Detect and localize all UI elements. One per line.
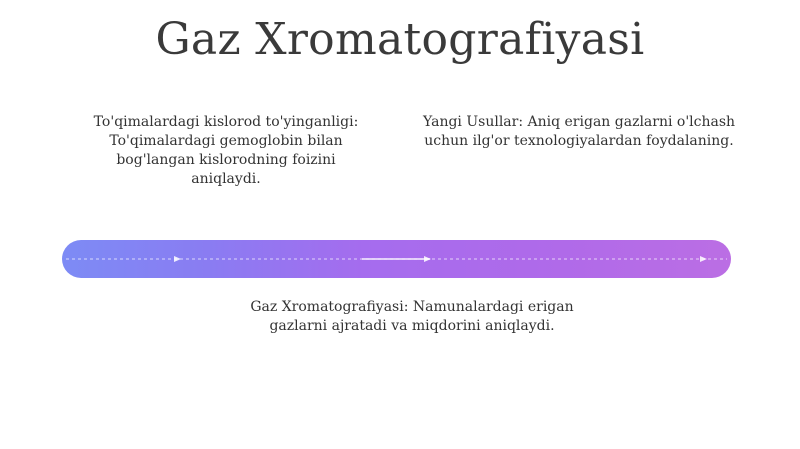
note-line: uchun ilg'or texnologiyalardan foydalaning. [424,133,734,149]
timeline-bar [62,240,731,278]
arrow-icon [424,256,431,262]
note-line: gazlarni ajratadi va miqdorini aniqlaydi. [269,318,555,334]
timeline-flow-lines [62,240,731,278]
slide-title: Gaz Xromatografiyasi [155,14,645,65]
note-line: To'qimalardagi kislorod to'yinganligi: [93,114,359,130]
note-gas-chromatography [240,298,584,336]
note-tissue-oxygen [84,113,368,189]
arrow-icon [174,256,181,262]
note-new-methods [402,113,756,151]
note-line: Gaz Xromatografiyasi: Namunalardagi erigan [250,299,574,315]
note-line: bog'langan kislorodning foizini [116,152,336,168]
note-line: To'qimalardagi gemoglobin bilan [109,133,343,149]
note-line: aniqlaydi. [191,171,261,187]
note-line: Yangi Usullar: Aniq erigan gazlarni o'lchash [422,114,736,130]
arrow-icon [700,256,707,262]
